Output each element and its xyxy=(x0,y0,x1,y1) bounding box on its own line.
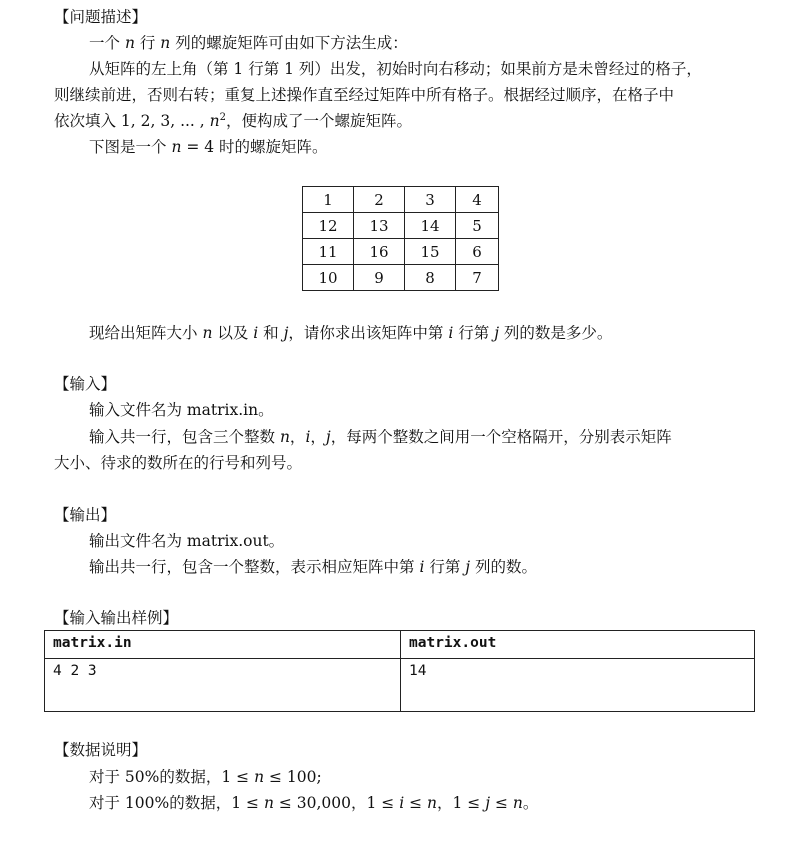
data-desc-heading: 【数据说明】 xyxy=(54,741,148,759)
matrix-row xyxy=(303,239,499,265)
matrix-row xyxy=(303,187,499,213)
problem-line-4: 依次填入 1, 2, 3, ... , $n^2$，便构成了一个螺旋矩阵。 xyxy=(54,112,413,130)
sample-heading: 【输入输出样例】 xyxy=(54,609,179,627)
data-desc-line-1: 对于 50%的数据，1 ≤ n ≤ 100; xyxy=(89,768,322,786)
output-line-2: 输出共一行，包含一个整数，表示相应矩阵中第 i 行第 j 列的数。 xyxy=(89,558,538,576)
data-desc-line-2: 对于 100%的数据，1 ≤ n ≤ 30,000，1 ≤ i ≤ n，1 ≤ j ≤ n。 xyxy=(89,794,539,812)
matrix-cell: 7 xyxy=(456,265,499,291)
spiral-matrix-table xyxy=(302,186,499,291)
problem-line-1: 一个 n 行 n 列的螺旋矩阵可由如下方法生成： xyxy=(89,34,408,52)
sample-input-header: matrix.in xyxy=(45,631,401,659)
matrix-cell: 3 xyxy=(405,187,456,213)
matrix-cell: 6 xyxy=(456,239,499,265)
problem-line-5: 下图是一个 n = 4 时的螺旋矩阵。 xyxy=(89,138,328,156)
matrix-cell: 1 xyxy=(303,187,354,213)
input-line-3: 大小、待求的数所在的行号和列号。 xyxy=(54,454,303,472)
input-line-2: 输入共一行，包含三个整数 n，i，j，每两个整数之间用一个空格隔开，分别表示矩阵 xyxy=(89,428,672,446)
input-line-1: 输入文件名为 matrix.in。 xyxy=(89,401,274,419)
output-heading: 【输出】 xyxy=(54,506,117,524)
matrix-cell: 11 xyxy=(303,239,354,265)
output-line-1: 输出文件名为 matrix.out。 xyxy=(89,532,285,550)
matrix-row xyxy=(303,265,499,291)
problem-line-2: 从矩阵的左上角（第 1 行第 1 列）出发，初始时向右移动；如果前方是未曾经过的格子， xyxy=(89,60,702,78)
matrix-cell: 14 xyxy=(405,213,456,239)
sample-input-value: 4 2 3 xyxy=(45,659,401,712)
matrix-cell: 4 xyxy=(456,187,499,213)
question-line: 现给出矩阵大小 n 以及 i 和 j，请你求出该矩阵中第 i 行第 j 列的数是多少。 xyxy=(89,324,613,342)
matrix-cell: 13 xyxy=(354,213,405,239)
matrix-cell: 12 xyxy=(303,213,354,239)
matrix-row xyxy=(303,213,499,239)
matrix-cell: 16 xyxy=(354,239,405,265)
matrix-cell: 2 xyxy=(354,187,405,213)
matrix-cell: 9 xyxy=(354,265,405,291)
sample-io-table xyxy=(44,630,755,712)
problem-heading: 【问题描述】 xyxy=(54,8,148,26)
sample-value-row xyxy=(45,659,755,712)
matrix-cell: 5 xyxy=(456,213,499,239)
problem-line-3: 则继续前进，否则右转；重复上述操作直至经过矩阵中所有格子。根据经过顺序，在格子中 xyxy=(54,86,675,104)
sample-output-header: matrix.out xyxy=(401,631,755,659)
sample-output-value: 14 xyxy=(401,659,755,712)
matrix-cell: 15 xyxy=(405,239,456,265)
matrix-cell: 10 xyxy=(303,265,354,291)
input-heading: 【输入】 xyxy=(54,375,117,393)
sample-header-row xyxy=(45,631,755,659)
matrix-cell: 8 xyxy=(405,265,456,291)
